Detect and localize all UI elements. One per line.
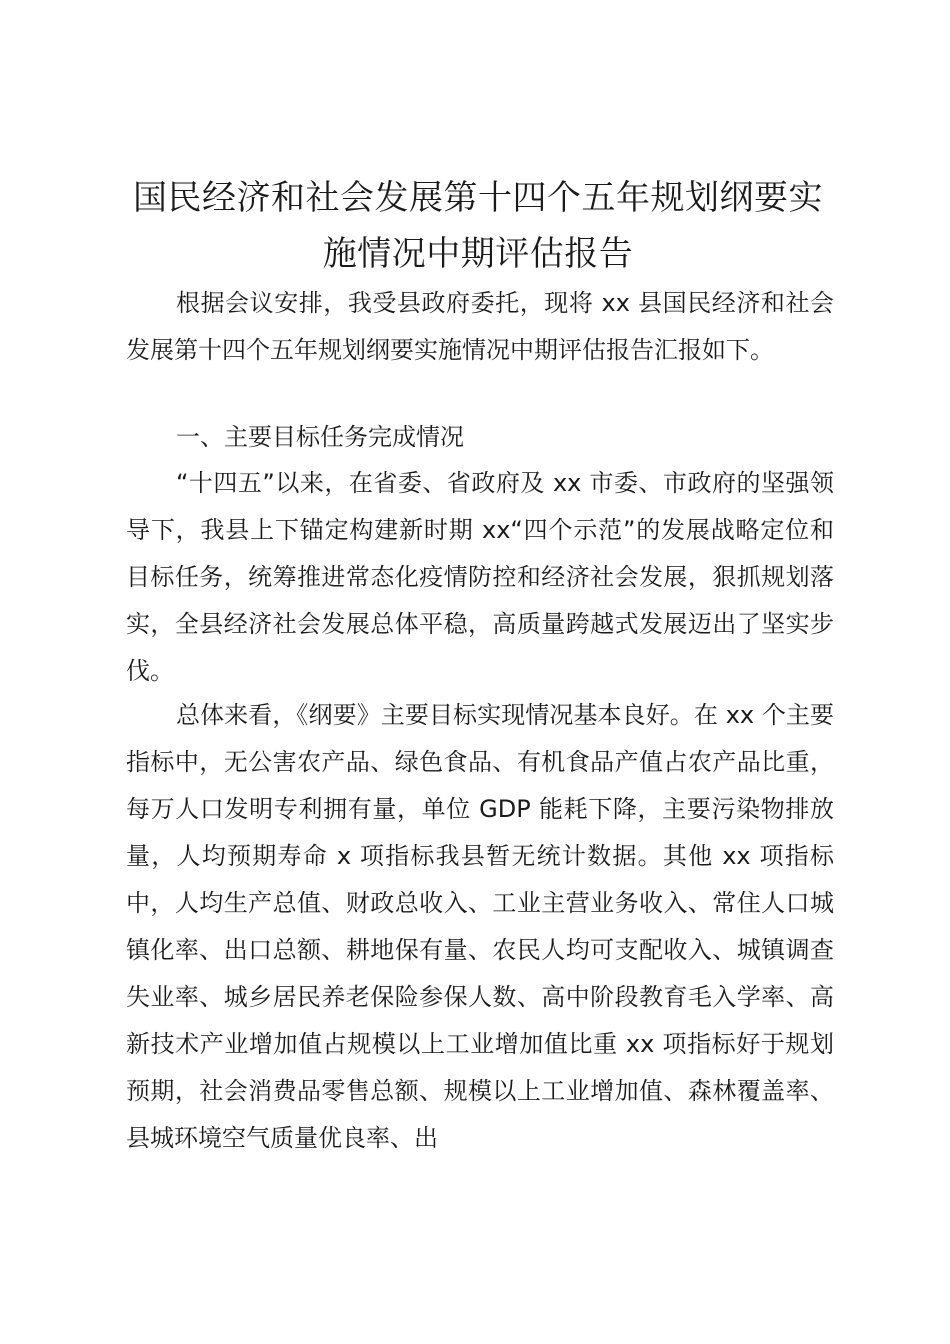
body-paragraph: “十四五”以来，在省委、省政府及 xx 市委、市政府的坚强领导下，我县上下锚定构建新时期 xx“四个示范”的发展战略定位和目标任务，统筹推进常态化疫情防控和经济社会发展，狠抓规划落实，全县经济社会发展总体平稳，高质量跨越式发展迈出了坚实步伐。: [126, 469, 834, 685]
document-title: 国民经济和社会发展第十四个五年规划纲要实施情况中期评估报告: [133, 178, 823, 274]
body-paragraph: 总体来看，《纲要》主要目标实现情况基本良好。在 xx 个主要指标中，无公害农产品、绿色食品、有机食品产值占农产品比重，每万人口发明专利拥有量，单位 GDP 能耗下降，主要污染物排放量，人均预期寿命 x 项指标我县暂无统计数据。其他 xx 项指标中，人均生产总值、财政总收入、工业主营业务收入、常住人口城镇化率、出口总额、耕地保有量、农民人均可支配收入、城镇调查失业率、城乡居民养老保险参保人数、高中阶段教育毛入学率、高新技术产业增加值占规模以上工业增加值比重 xx 项指标好于规划预期，社会消费品零售总额、规模以上工业增加值、森林覆盖率、县城环境空气质量优良率、出: [126, 701, 834, 1152]
section-heading: 一、主要目标任务完成情况: [176, 423, 464, 451]
intro-paragraph: 根据会议安排，我受县政府委托，现将 xx 县国民经济和社会发展第十四个五年规划纲要实施情况中期评估报告汇报如下。: [126, 289, 834, 364]
